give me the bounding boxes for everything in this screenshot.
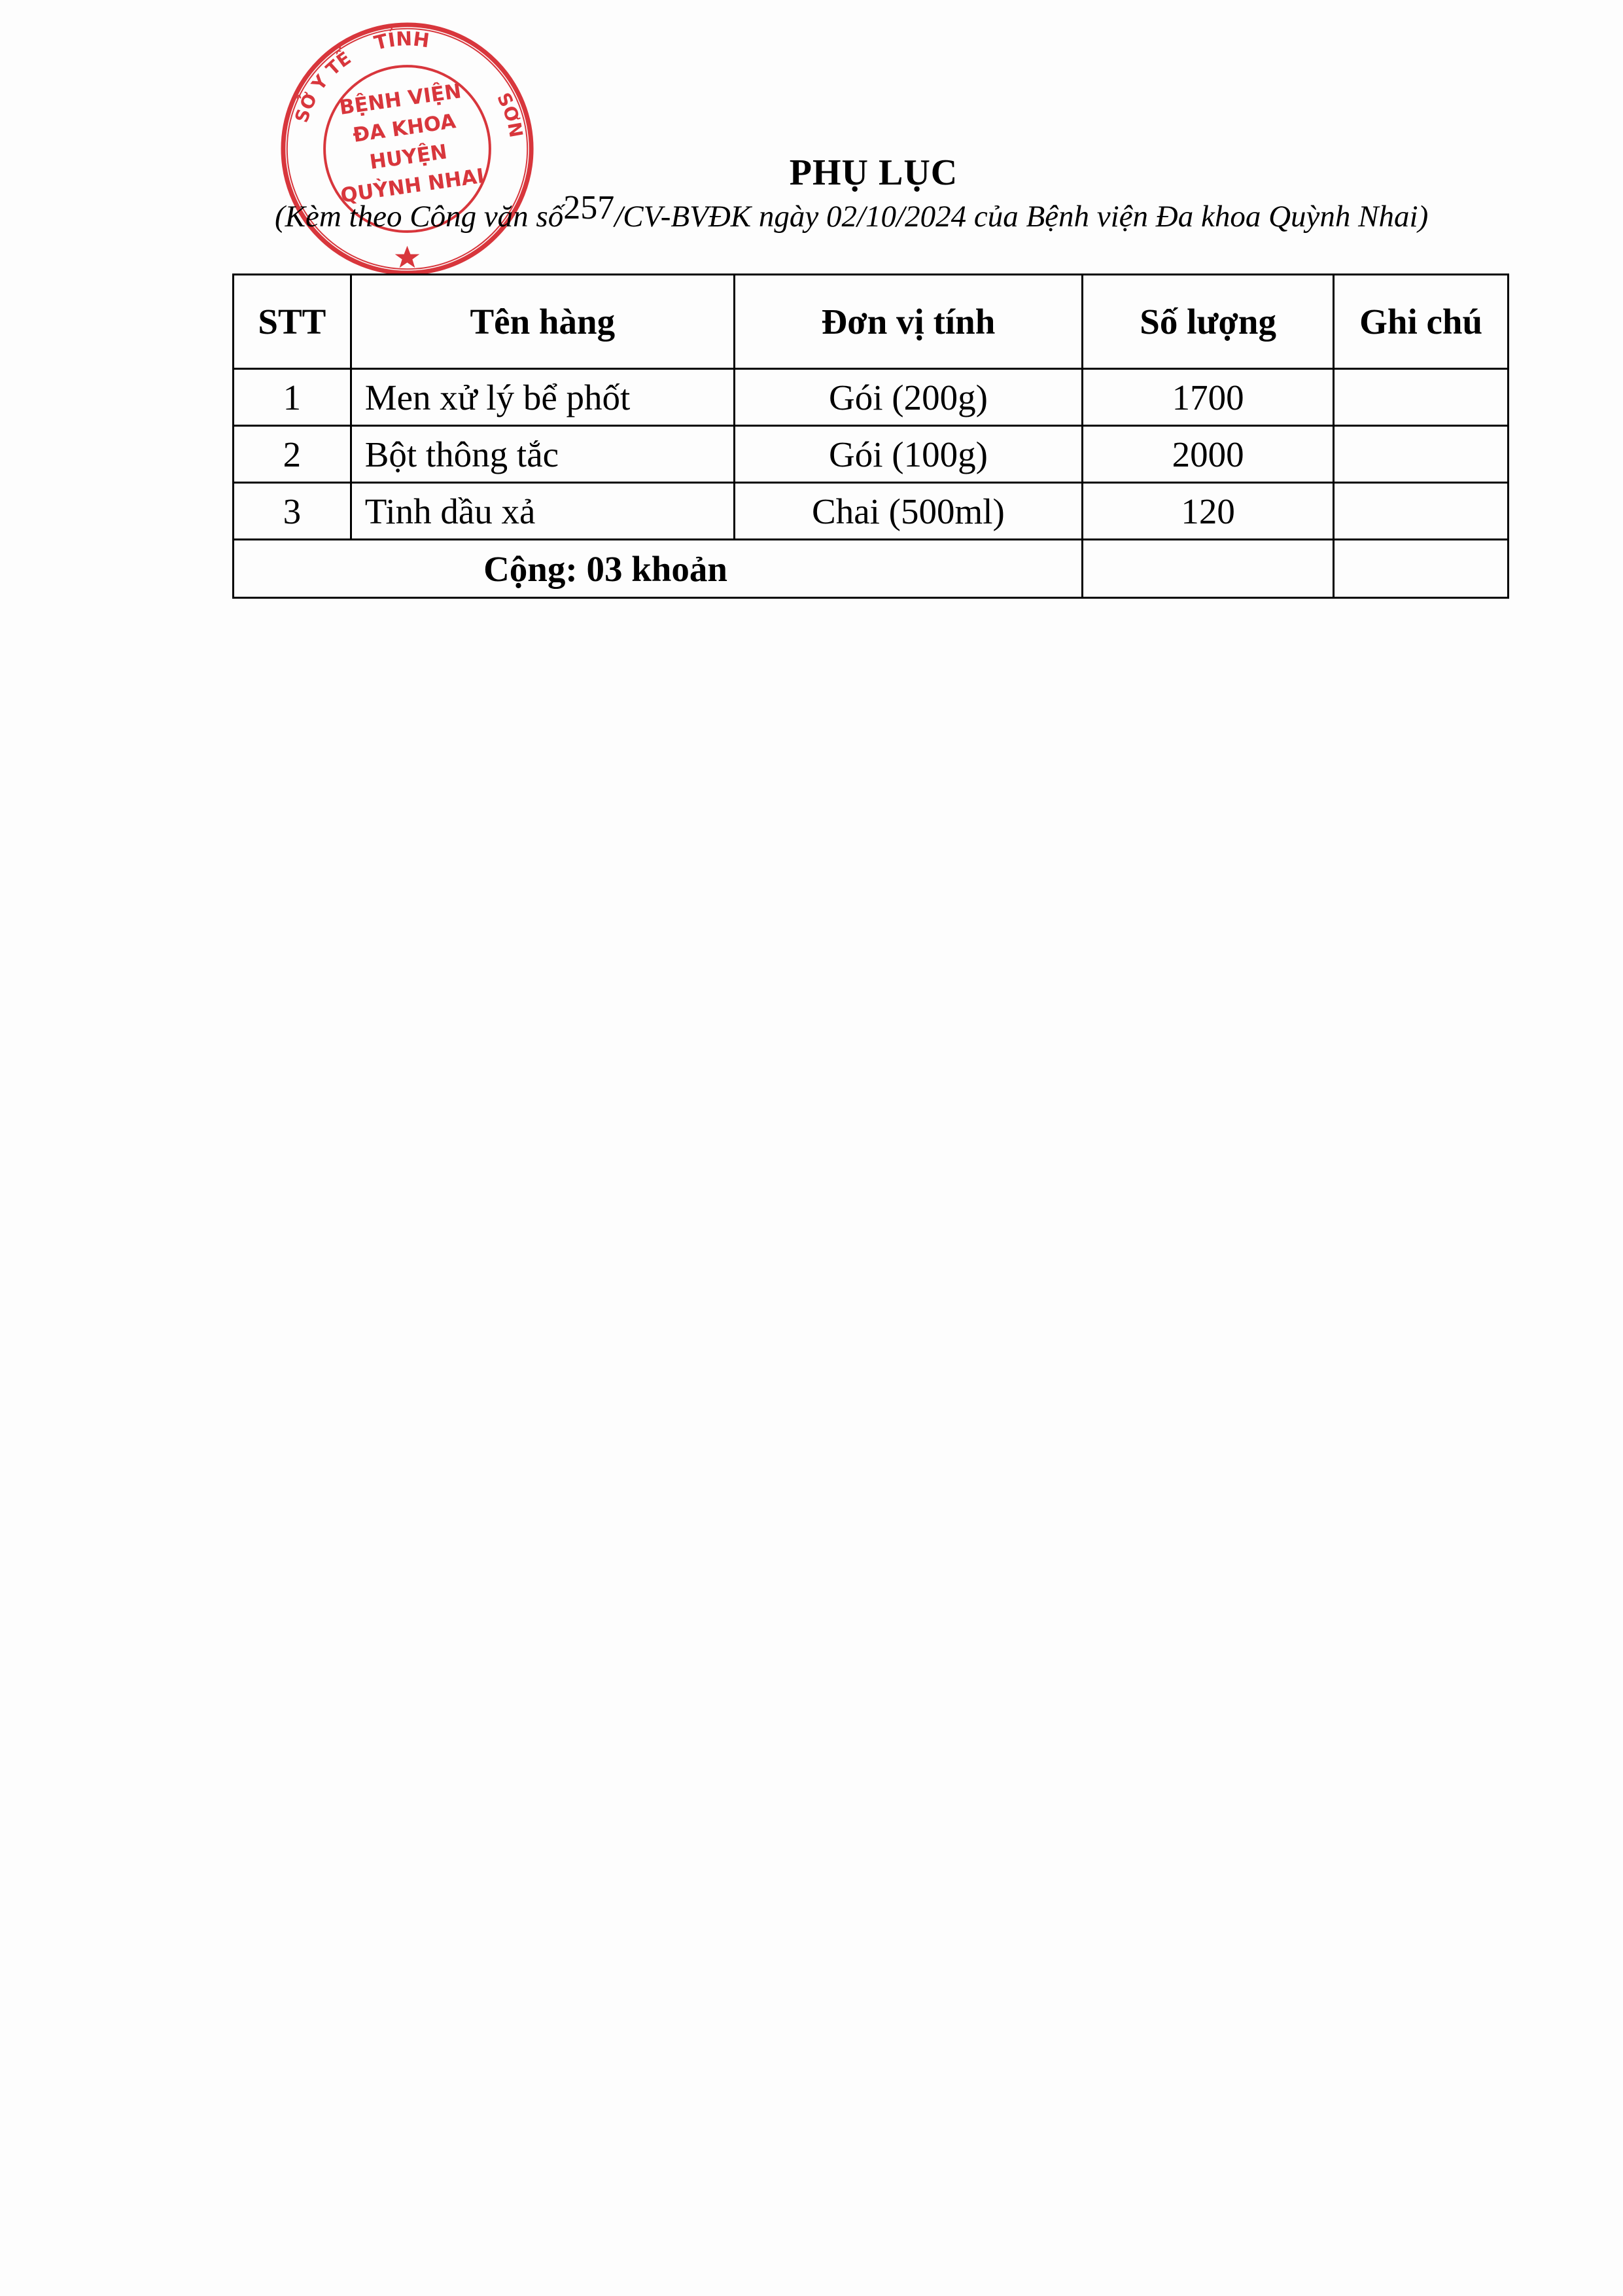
seal-left-text: SỞ Y TẾ bbox=[290, 47, 355, 126]
cell-quantity: 2000 bbox=[1083, 426, 1334, 483]
table-row bbox=[234, 369, 1509, 426]
dispatch-number: 257 bbox=[563, 189, 615, 226]
cell-name: Men xử lý bể phốt bbox=[351, 369, 734, 426]
table-total-row bbox=[234, 540, 1509, 598]
hospital-seal bbox=[278, 20, 536, 278]
header-note: Ghi chú bbox=[1334, 275, 1509, 369]
subtitle-suffix: /CV-BVĐK ngày 02/10/2024 của Bệnh viện Đa khoa Quỳnh Nhai) bbox=[614, 200, 1429, 234]
cell-note bbox=[1334, 483, 1509, 540]
seal-line-4: QUỲNH NHAI bbox=[339, 164, 486, 208]
cell-note bbox=[1334, 369, 1509, 426]
header-stt: STT bbox=[234, 275, 351, 369]
header-quantity: Số lượng bbox=[1083, 275, 1334, 369]
cell-name: Bột thông tắc bbox=[351, 426, 734, 483]
table-row bbox=[234, 483, 1509, 540]
cell-quantity: 1700 bbox=[1083, 369, 1334, 426]
total-note-cell bbox=[1334, 540, 1509, 598]
table-row bbox=[234, 426, 1509, 483]
cell-name: Tinh dầu xả bbox=[351, 483, 734, 540]
seal-top-text: TỈNH bbox=[372, 27, 431, 55]
total-quantity-cell bbox=[1083, 540, 1334, 598]
seal-line-2: ĐA KHOA bbox=[351, 110, 457, 147]
seal-line-1: BỆNH VIỆN bbox=[338, 80, 463, 120]
cell-note bbox=[1334, 426, 1509, 483]
cell-unit: Chai (500ml) bbox=[734, 483, 1082, 540]
total-label: Cộng: 03 khoản bbox=[234, 540, 1083, 598]
seal-right-text: SƠN bbox=[493, 89, 527, 139]
seal-line-3: HUYỆN bbox=[368, 140, 449, 175]
cell-stt: 3 bbox=[234, 483, 351, 540]
cell-quantity: 120 bbox=[1083, 483, 1334, 540]
document-title: PHỤ LỤC bbox=[789, 152, 958, 193]
header-name: Tên hàng bbox=[351, 275, 734, 369]
cell-unit: Gói (200g) bbox=[734, 369, 1082, 426]
table-header-row bbox=[234, 275, 1509, 369]
header-unit: Đơn vị tính bbox=[734, 275, 1082, 369]
goods-table bbox=[232, 274, 1509, 599]
subtitle-prefix: (Kèm theo Công văn số bbox=[275, 200, 564, 234]
cell-stt: 2 bbox=[234, 426, 351, 483]
document-subtitle bbox=[275, 189, 1505, 235]
cell-stt: 1 bbox=[234, 369, 351, 426]
seal-star-icon bbox=[395, 246, 420, 268]
cell-unit: Gói (100g) bbox=[734, 426, 1082, 483]
